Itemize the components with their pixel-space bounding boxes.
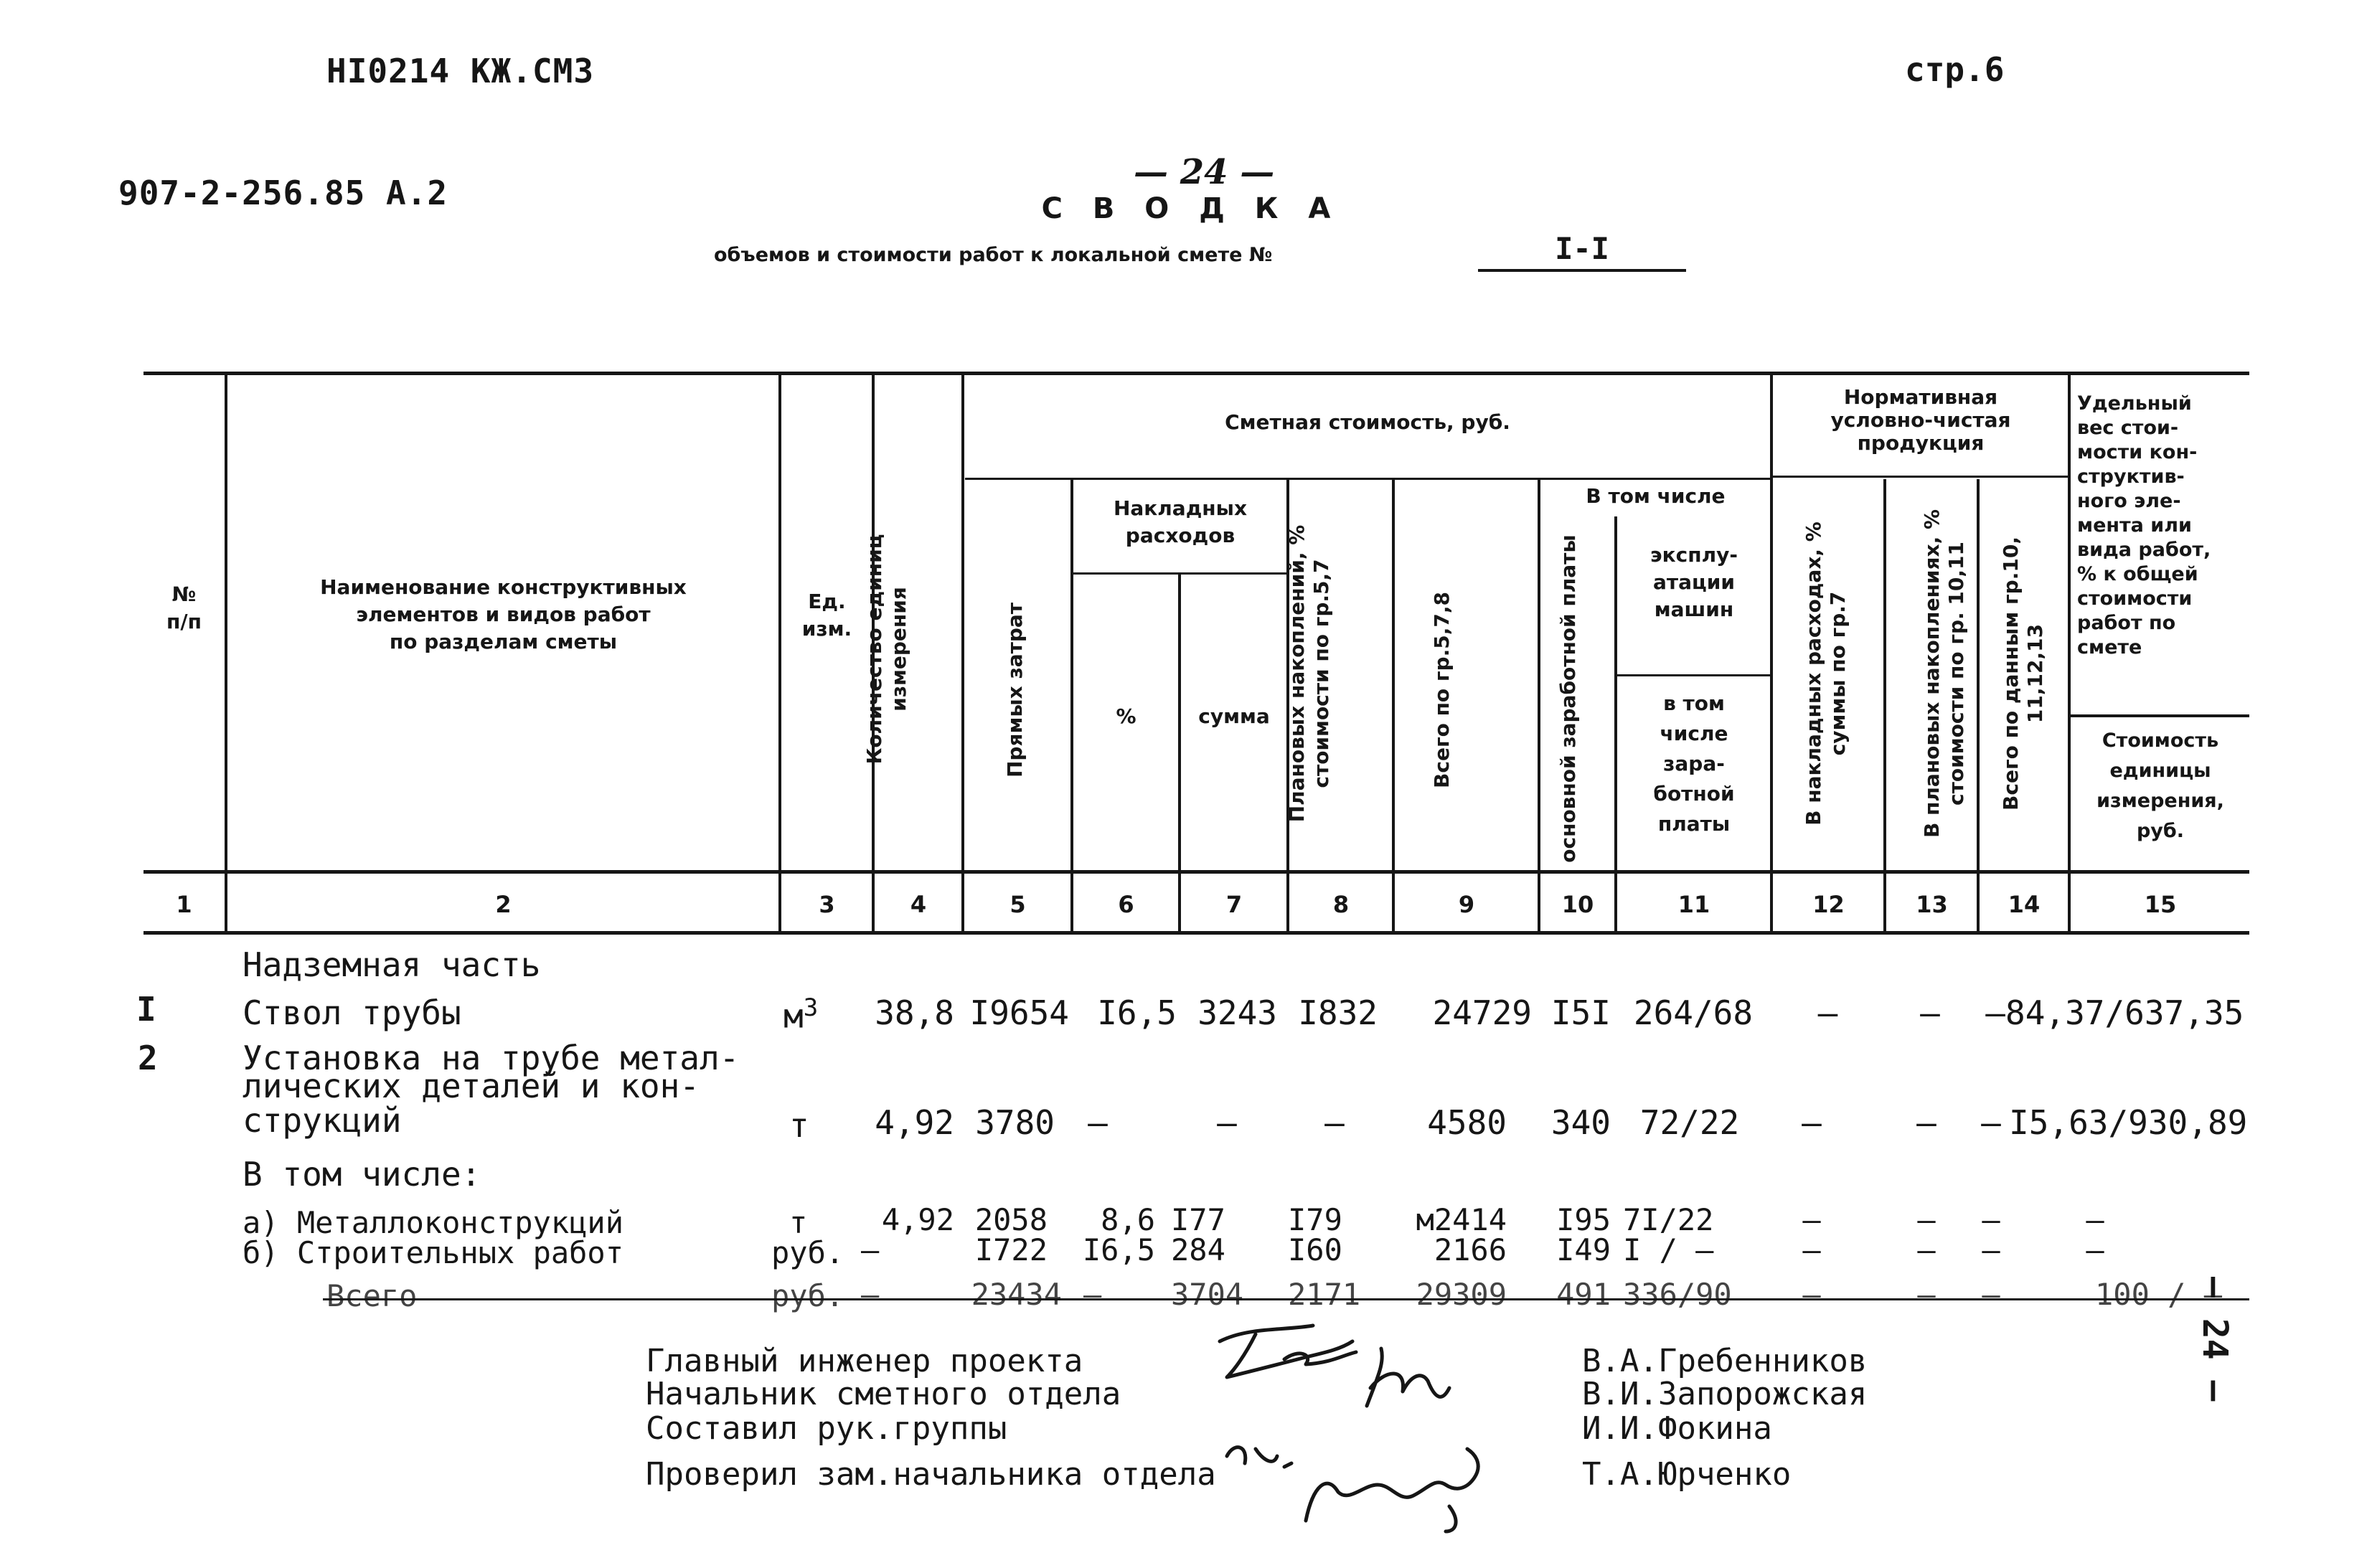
column-number: 7 bbox=[1225, 891, 1243, 918]
signature-name: Т.А.Юрченко bbox=[1582, 1456, 1792, 1493]
row-machine-cost: I / – bbox=[1623, 1232, 1714, 1267]
including-label: В том числе: bbox=[243, 1155, 481, 1194]
row-planned-savings: – bbox=[1324, 1103, 1345, 1142]
row-number: 2 bbox=[138, 1039, 158, 1077]
row-direct-costs: I722 bbox=[974, 1232, 1048, 1267]
row-base-wage: 491 bbox=[1556, 1277, 1611, 1312]
row-overhead-sum: – bbox=[1217, 1103, 1237, 1142]
row-col13: – bbox=[1917, 1277, 1936, 1312]
series-code: 907-2-256.85 А.2 bbox=[118, 174, 448, 212]
row-unit: т bbox=[789, 1106, 809, 1145]
row-col12: – bbox=[1802, 1103, 1822, 1142]
column-number: 15 bbox=[2144, 891, 2177, 918]
column-number: 4 bbox=[910, 891, 927, 918]
row-col12: – bbox=[1802, 1202, 1821, 1237]
estimate-number: I-I bbox=[1478, 231, 1686, 272]
handwritten-signatures bbox=[1205, 1320, 1564, 1535]
row-col15: 100 / – bbox=[2095, 1277, 2223, 1312]
row-col15: 84,37/637,35 bbox=[2005, 993, 2244, 1032]
row-total: 24729 bbox=[1432, 993, 1532, 1032]
row-overhead-sum: I77 bbox=[1171, 1202, 1225, 1237]
row-planned-savings: I60 bbox=[1288, 1232, 1342, 1267]
header-base-wage: основной заработной платы bbox=[1556, 534, 1580, 863]
row-total: 29309 bbox=[1416, 1277, 1507, 1312]
header-overhead-normative: В накладных расходах, % суммы по гр.7 bbox=[1802, 521, 1850, 826]
row-planned-savings: I832 bbox=[1298, 993, 1378, 1032]
row-overhead-percent: 8,6 bbox=[1101, 1202, 1155, 1237]
row-quantity: 4,92 bbox=[875, 1103, 954, 1142]
row-quantity: 4,92 bbox=[881, 1202, 954, 1237]
header-overhead: Накладных расходов bbox=[1113, 496, 1248, 547]
row-name: Ствол трубы bbox=[243, 993, 461, 1032]
row-col13: – bbox=[1917, 1232, 1936, 1267]
header-overhead-percent: % bbox=[1116, 704, 1136, 728]
row-total: 4580 bbox=[1427, 1103, 1507, 1142]
row-planned-savings: 2171 bbox=[1288, 1277, 1361, 1312]
row-unit: руб. bbox=[771, 1278, 844, 1313]
header-planned-normative: В плановых накоплениях, % стоимости по гр. 10,11 bbox=[1920, 509, 1968, 839]
column-number: 9 bbox=[1458, 891, 1475, 918]
row-total: м2414 bbox=[1416, 1202, 1507, 1237]
row-col15: I5,63/930,89 bbox=[2009, 1103, 2248, 1142]
row-overhead-percent: I6,5 bbox=[1082, 1232, 1155, 1267]
signature-name: И.И.Фокина bbox=[1582, 1410, 1772, 1447]
row-col13: – bbox=[1916, 1103, 1936, 1142]
header-quantity: Количество единиц измерения bbox=[862, 534, 910, 765]
row-col14: – bbox=[1982, 1202, 2000, 1237]
row-unit: руб. bbox=[771, 1235, 844, 1270]
row-name-line3: струкций bbox=[243, 1101, 402, 1140]
summary-title: С В О Д К А bbox=[1041, 192, 1341, 225]
row-name: а) Металлоконструкций bbox=[243, 1205, 624, 1240]
header-machine-wage: в том числе зара- ботной платы bbox=[1653, 691, 1735, 836]
document-code: НI0214 КЖ.СМ3 bbox=[326, 52, 595, 90]
row-quantity: – bbox=[861, 1277, 880, 1312]
row-planned-savings: I79 bbox=[1288, 1202, 1342, 1237]
row-col12: – bbox=[1802, 1277, 1821, 1312]
row-col14: – bbox=[1982, 1232, 2000, 1267]
row-overhead-percent: – bbox=[1083, 1277, 1102, 1312]
row-unit: $м^3$ bbox=[783, 993, 819, 1036]
row-overhead-percent: – bbox=[1088, 1103, 1108, 1142]
column-number: 10 bbox=[1561, 891, 1594, 918]
column-number: 6 bbox=[1118, 891, 1134, 918]
column-number: 11 bbox=[1677, 891, 1710, 918]
column-number: 5 bbox=[1009, 891, 1026, 918]
header-overhead-sum: сумма bbox=[1198, 704, 1270, 728]
row-direct-costs: I9654 bbox=[969, 993, 1069, 1032]
row-number: I bbox=[136, 990, 156, 1029]
row-base-wage: 340 bbox=[1550, 1103, 1611, 1142]
row-col15: – bbox=[2086, 1202, 2104, 1237]
row-machine-cost: 336/90 bbox=[1623, 1277, 1732, 1312]
summary-subtitle: объемов и стоимости работ к локальной смете № bbox=[714, 244, 1273, 266]
signature-role: Главный инженер проекта bbox=[646, 1343, 1083, 1379]
header-total-5-7-8: Всего по гр.5,7,8 bbox=[1430, 592, 1454, 788]
header-machine-operation: эксплу- атации машин bbox=[1650, 543, 1738, 621]
row-quantity: 38,8 bbox=[875, 993, 954, 1032]
header-including: В том числе bbox=[1586, 484, 1726, 508]
row-quantity: – bbox=[861, 1232, 880, 1267]
page-label: стр.6 bbox=[1905, 50, 2005, 89]
row-col13: – bbox=[1917, 1202, 1936, 1237]
row-name: Всего bbox=[326, 1278, 418, 1313]
section-title: Надземная часть bbox=[243, 945, 541, 984]
row-name-line1: Установка на трубе метал- bbox=[243, 1039, 740, 1077]
row-col14: – bbox=[1981, 1103, 2001, 1142]
column-number: 8 bbox=[1332, 891, 1350, 918]
column-number: 12 bbox=[1812, 891, 1845, 918]
header-normative-product: Нормативная условно-чистая продукция bbox=[1830, 385, 2011, 455]
row-overhead-sum: 3243 bbox=[1197, 993, 1277, 1032]
row-col14: – bbox=[1982, 1277, 2000, 1312]
row-col12: – bbox=[1802, 1232, 1821, 1267]
row-unit: т bbox=[789, 1205, 808, 1240]
signature-role: Проверил зам.начальника отдела bbox=[646, 1456, 1216, 1493]
signature-name: В.И.Запорожская bbox=[1582, 1376, 1868, 1412]
row-base-wage: I5I bbox=[1550, 993, 1611, 1032]
header-row-number: № п/п bbox=[166, 582, 202, 633]
row-machine-cost: 264/68 bbox=[1633, 993, 1754, 1032]
row-direct-costs: 23434 bbox=[971, 1277, 1062, 1312]
row-direct-costs: 2058 bbox=[974, 1202, 1048, 1237]
row-base-wage: I49 bbox=[1556, 1232, 1611, 1267]
handwritten-page-number: — 24 — bbox=[1134, 152, 1275, 192]
header-direct-costs: Прямых затрат bbox=[1003, 602, 1027, 778]
header-element-name: Наименование конструктивных элементов и видов работ по разделам сметы bbox=[320, 575, 687, 653]
header-planned-savings: Плановых накоплений, % стоимости по гр.5,7 bbox=[1285, 524, 1333, 823]
row-overhead-sum: 284 bbox=[1171, 1232, 1225, 1267]
signature-role: Начальник сметного отдела bbox=[646, 1376, 1121, 1412]
row-base-wage: I95 bbox=[1556, 1202, 1611, 1237]
row-machine-cost: 72/22 bbox=[1639, 1103, 1740, 1142]
header-estimated-cost: Сметная стоимость, руб. bbox=[1225, 410, 1510, 434]
row-col14: – bbox=[1985, 993, 2005, 1032]
header-specific-weight: Удельный вес стои- мости кон- структив- ного эле- мента или вида работ, % к общей стоимости работ по смете bbox=[2077, 392, 2211, 658]
column-number: 2 bbox=[495, 891, 512, 918]
side-page-number: – 24 – bbox=[2195, 1277, 2235, 1402]
header-normative-total: Всего по данным гр.10, 11,12,13 bbox=[1999, 537, 2047, 811]
column-number: 13 bbox=[1916, 891, 1948, 918]
row-name-line2: лических деталей и кон- bbox=[243, 1067, 700, 1105]
row-name: б) Строительных работ bbox=[243, 1235, 624, 1270]
row-overhead-percent: I6,5 bbox=[1097, 993, 1177, 1032]
column-number: 3 bbox=[819, 891, 835, 918]
row-machine-cost: 7I/22 bbox=[1623, 1202, 1714, 1237]
row-col12: – bbox=[1817, 993, 1838, 1032]
column-number: 14 bbox=[2008, 891, 2041, 918]
row-total: 2166 bbox=[1434, 1232, 1507, 1267]
signature-role: Составил рук.группы bbox=[646, 1410, 1007, 1447]
column-number: 1 bbox=[176, 891, 192, 918]
row-col15: – bbox=[2086, 1232, 2104, 1267]
header-unit: Ед. изм. bbox=[801, 590, 852, 641]
row-overhead-sum: 3704 bbox=[1171, 1277, 1244, 1312]
signature-name: В.А.Гребенников bbox=[1582, 1343, 1868, 1379]
header-unit-cost: Стоимость единицы измерения, руб. bbox=[2096, 729, 2224, 842]
row-direct-costs: 3780 bbox=[975, 1103, 1055, 1142]
row-col13: – bbox=[1920, 993, 1940, 1032]
